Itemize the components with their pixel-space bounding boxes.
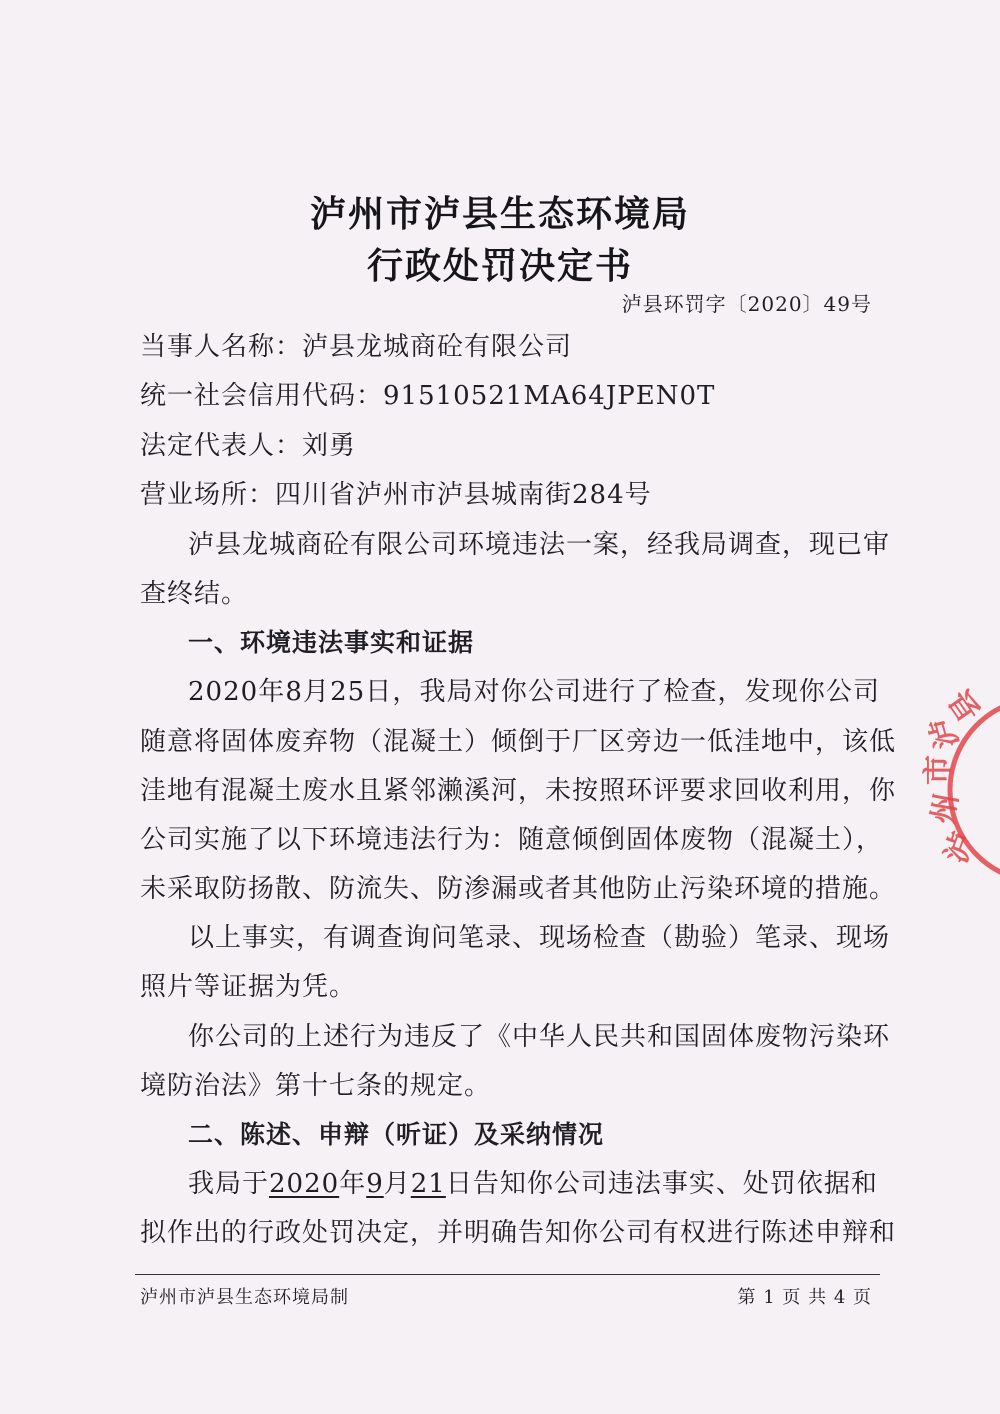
section2-heading: 二、陈述、申辩（听证）及采纳情况 bbox=[188, 1120, 605, 1149]
text-segment: 日告知你公司违法事实、处罚依据和 bbox=[445, 1169, 878, 1199]
text-segment: 我局于 bbox=[188, 1169, 270, 1199]
text-segment: 年 bbox=[339, 1169, 367, 1199]
paragraph-line: 洼地有混凝土废水且紧邻濑溪河，未按照环评要求回收利用，你 bbox=[140, 776, 897, 806]
legal-rep: 刘勇 bbox=[302, 431, 357, 461]
seal-char: 泸 bbox=[938, 827, 982, 868]
paragraph-line: 以上事实，有调查询问笔录、现场检查（勘验）笔录、现场 bbox=[188, 923, 891, 953]
document-title-line1: 泸州市泸县生态环境局 bbox=[309, 194, 690, 235]
paragraph-line: 境防治法》第十七条的规定。 bbox=[140, 1071, 492, 1101]
paragraph-line: 未采取防扬散、防流失、防渗漏或者其他防止污染环境的措施。 bbox=[140, 874, 897, 904]
seal-char: 市 bbox=[921, 755, 956, 785]
paragraph-line: 2020年8月25日，我局对你公司进行了检查，发现你公司 bbox=[188, 677, 880, 707]
intro-line: 查终结。 bbox=[140, 579, 249, 609]
address: 四川省泸州市泸县城南街284号 bbox=[275, 480, 652, 510]
page-number: 第 1 页 共 4 页 bbox=[737, 1287, 872, 1308]
filled-day: 21 bbox=[410, 1169, 446, 1199]
seal-char: 泸 bbox=[924, 713, 966, 752]
credit-code-label: 统一社会信用代码： bbox=[140, 381, 384, 411]
document-number: 泸县环罚字〔2020〕49号 bbox=[621, 292, 872, 316]
seal-char: 县 bbox=[942, 682, 989, 728]
party-name-label: 当事人名称： bbox=[140, 332, 303, 362]
party-name: 泸县龙城商砼有限公司 bbox=[302, 332, 573, 362]
credit-code: 91510521MA64JPEN0T bbox=[383, 381, 716, 411]
paragraph-line bbox=[188, 1169, 880, 1199]
paragraph-line: 公司实施了以下环境违法行为：随意倾倒固体废物（混凝土）， bbox=[140, 825, 884, 855]
footer-issuer: 泸州市泸县生态环境局制 bbox=[140, 1287, 349, 1308]
section1-heading: 一、环境违法事实和证据 bbox=[188, 628, 475, 657]
document-title-line2: 行政处罚决定书 bbox=[366, 246, 633, 287]
text-segment: 月 bbox=[383, 1169, 411, 1199]
paragraph-line: 照片等证据为凭。 bbox=[140, 972, 357, 1002]
intro-line: 泸县龙城商砼有限公司环境违法一案，经我局调查，现已审 bbox=[188, 530, 891, 560]
seal-char: 州 bbox=[925, 790, 966, 827]
official-seal bbox=[921, 682, 1000, 890]
legal-rep-label: 法定代表人： bbox=[140, 431, 303, 461]
paragraph-line: 你公司的上述行为违反了《中华人民共和国固体废物污染环 bbox=[188, 1022, 891, 1052]
filled-month: 9 bbox=[366, 1169, 384, 1199]
address-label: 营业场所： bbox=[140, 480, 276, 510]
legal-rep-row bbox=[140, 431, 880, 461]
paragraph-line: 随意将固体废弃物（混凝土）倾倒于厂区旁边一低洼地中，该低 bbox=[140, 727, 897, 757]
address-row bbox=[140, 480, 880, 510]
paragraph-line: 拟作出的行政处罚决定，并明确告知你公司有权进行陈述申辩和 bbox=[140, 1218, 897, 1248]
filled-year: 2020 bbox=[269, 1169, 340, 1199]
credit-code-row bbox=[140, 381, 880, 411]
party-name-row bbox=[140, 332, 880, 362]
footer-divider bbox=[135, 1274, 880, 1275]
